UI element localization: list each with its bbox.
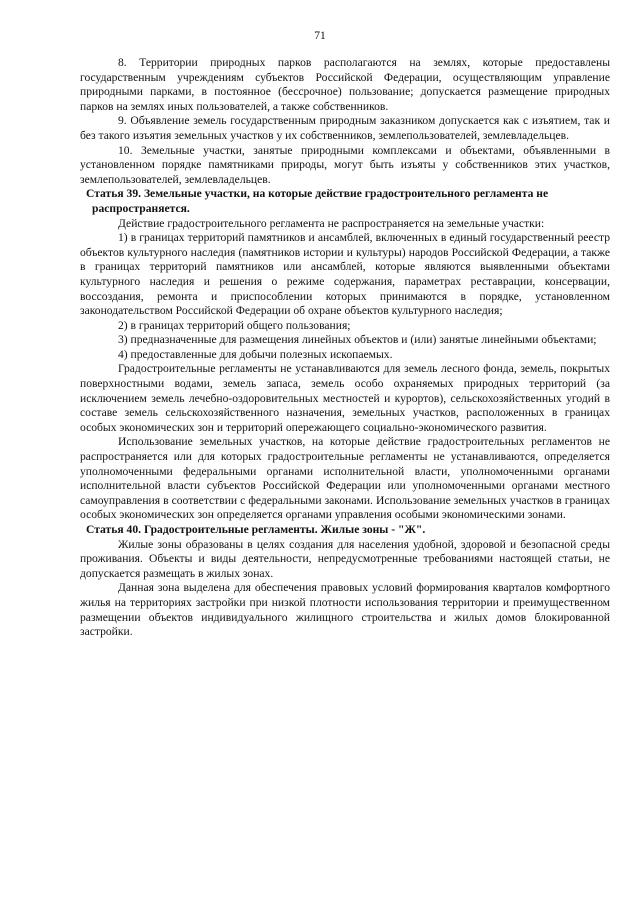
article-39-intro: Действие градостроительного регламента не распространяется на земельные участки: <box>118 216 545 230</box>
list-item-1: 1) в границах территорий памятников и ансамблей, включенных в единый государственный реестр объектов культурного наследия (памятников истории и культуры) народов Российской Федерации, а также в границах территорий памятников или ансамблей, которые являются выявленными объектами культурного наследия и решения о режиме содержания, параметрах реставрации, консервации, воссоздания, ремонта и приспособлении которых принимаются в порядке, установленном законодательством Российской Федерации об охране объектов культурного наследия; <box>80 231 610 318</box>
paragraph-9-nature-reserve: 9. Объявление земель государственным природным заказником допускается как с изъятием, так и без такого изъятия земельных участков у их собственников, землепользователей, землевладельцев. <box>80 114 610 142</box>
article-39-heading-line1: Статья 39. Земельные участки, на которые действие градостроительного регламента не <box>86 187 549 201</box>
paragraph-zone-purpose: Данная зона выделена для обеспечения правовых условий формирования кварталов комфортного жилья на территориях застройки при низкой плотности использования территории и преимущественном размещении объектов индивидуального жилищного строительства и жилых домов блокированной застройки. <box>80 581 610 639</box>
list-item-3: 3) предназначенные для размещения линейных объектов и (или) занятые линейными объектами; <box>118 333 597 347</box>
list-item-4: 4) предоставленные для добычи полезных ископаемых. <box>118 347 393 361</box>
document-body <box>80 56 610 640</box>
paragraph-land-use-determination: Использование земельных участков, на которые действие градостроительных регламентов не распространяется или для которых градостроительные регламенты не устанавливаются, определяется уполномоченными федеральными органами исполнительной власти, уполномоченными органами исполнительной власти субъектов Российской Федерации или уполномоченными органами местного самоуправления в соответствии с федеральными законами. Использование земельных участков в границах особых экономических зон определяется органами управления особыми экономическими зонами. <box>80 435 610 522</box>
list-item-2: 2) в границах территорий общего пользования; <box>118 318 351 332</box>
paragraph-8-natural-parks: 8. Территории природных парков располагаются на землях, которые предоставлены государственным учреждениям субъектов Российской Федерации, осуществляющим управление природными парками, в постоянное (бессрочное) пользование; допускается размещение природных парков на землях иных пользователей, а также собственников. <box>80 56 610 113</box>
article-39-heading-line2: распространяется. <box>92 201 190 215</box>
paragraph-regulations-not-set: Градостроительные регламенты не устанавливаются для земель лесного фонда, земель, покрытых поверхностными водами, земель запаса, земель особо охраняемых природных территорий (за исключением земель лечебно-оздоровительных местностей и курортов), сельскохозяйственных угодий в составе земель сельскохозяйственного назначения, земельных участков, расположенных в границах особых экономических зон и территорий опережающего социально-экономического развития. <box>80 362 610 434</box>
paragraph-residential-zones: Жилые зоны образованы в целях создания для населения удобной, здоровой и безопасной среды проживания. Объекты и виды деятельности, непредусмотренные требованиями настоящей статьи, не допускается размещать в жилых зонах. <box>80 537 610 580</box>
article-39-heading <box>80 187 610 216</box>
paragraph-10-natural-monuments: 10. Земельные участки, занятые природными комплексами и объектами, объявленными в установленном порядке памятниками природы, могут быть изъяты у собственников этих участков, землепользователей, землевладельцев. <box>80 143 610 186</box>
page-number: 71 <box>314 30 326 42</box>
article-40-heading: Статья 40. Градостроительные регламенты. Жилые зоны - "Ж". <box>86 523 426 536</box>
